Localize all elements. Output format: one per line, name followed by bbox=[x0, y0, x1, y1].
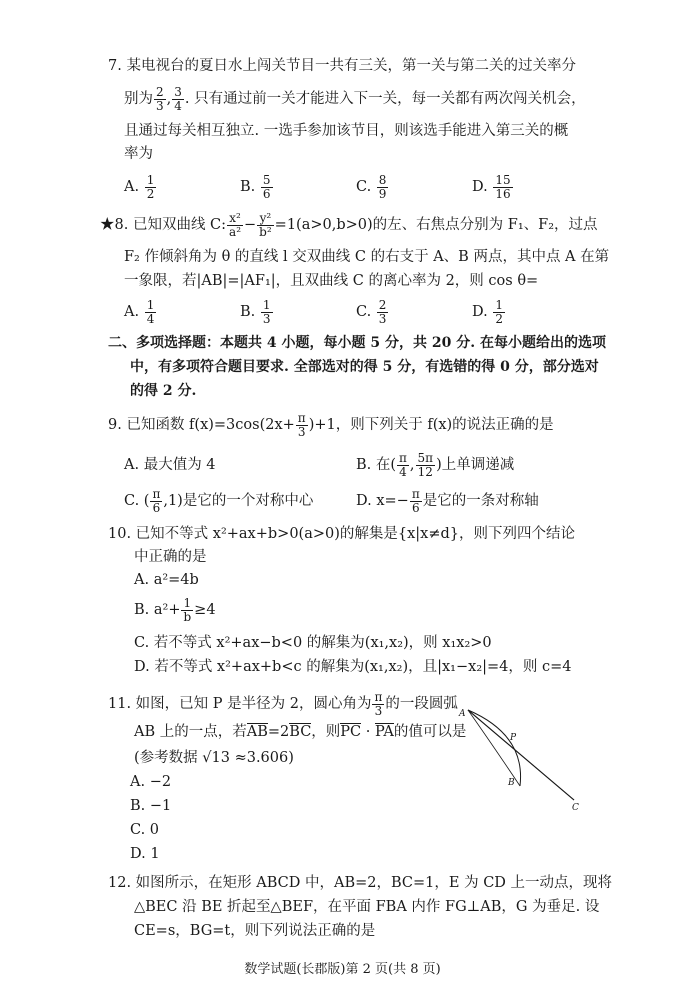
q8-line-2: F₂ 作倾斜角为 θ 的直线 l 交双曲线 C 的右支于 A、B 两点，其中点 A 在第 bbox=[124, 249, 610, 265]
q7-option-a[interactable]: A. $\frac{1}{2}$ bbox=[124, 172, 155, 201]
q7-line-3: 且通过每关相互独立. 一选手参加该节目，则该选手能进入第三关的概 bbox=[124, 123, 569, 139]
q9-line-1: 9. 已知函数 f(x)=3cos(2x+ $\frac{\pi}{3}$ )+1，则下列关于 f(x)的说法正确的是 bbox=[108, 410, 554, 439]
q10-option-b[interactable]: B. a²+ $\frac{1}{b}$ ≥4 bbox=[134, 595, 216, 624]
label-c: C bbox=[572, 803, 579, 812]
fraction: $\frac{3}{4}$ bbox=[174, 84, 182, 113]
q9-option-a[interactable]: A. 最大值为 4 bbox=[124, 457, 216, 473]
q10-line-2: 中正确的是 bbox=[134, 549, 207, 565]
q9-option-c[interactable]: C. ( $\frac{\pi}{6}$ ,1)是它的一个对称中心 bbox=[124, 486, 314, 515]
page-footer: 数学试题(长郡版)第 2 页(共 8 页) bbox=[244, 962, 441, 977]
label-p: P bbox=[510, 733, 517, 743]
q8-line-3: 一象限，若|AB|=|AF₁|，且双曲线 C 的离心率为 2，则 cos θ= bbox=[124, 273, 539, 289]
q11-line-2: AB 上的一点，若AB=2BC，则PC · PA的值可以是 bbox=[134, 724, 467, 740]
q7-text: 别为 bbox=[124, 91, 153, 107]
q12-line-2: △BEC 沿 BE 折起至△BEF，在平面 FBA 内作 FG⊥AB，G 为垂足. 设 bbox=[134, 899, 600, 915]
q7-text: . 只有通过前一关才能进入下一关，每一关都有两次闯关机会， bbox=[184, 91, 586, 107]
q12-line-3: CE=s，BG=t，则下列说法正确的是 bbox=[134, 923, 376, 939]
q7-option-c[interactable]: C. $\frac{8}{9}$ bbox=[356, 172, 387, 201]
q11-option-d[interactable]: D. 1 bbox=[130, 846, 160, 862]
q10-option-a[interactable]: A. a²=4b bbox=[134, 572, 199, 588]
q10-line-1: 10. 已知不等式 x²+ax+b>0(a>0)的解集是{x|x≠d}，则下列四个结论 bbox=[108, 526, 576, 542]
label-b: B bbox=[508, 778, 515, 788]
q9-option-d[interactable]: D. x=− $\frac{\pi}{6}$ 是它的一条对称轴 bbox=[356, 486, 539, 515]
q9-option-b[interactable]: B. 在( $\frac{\pi}{4}$ , $\frac{5\pi}{12}$ )上单调递减 bbox=[356, 450, 515, 479]
q12-line-1: 12. 如图所示，在矩形 ABCD 中，AB=2，BC=1，E 为 CD 上一动点，现将 bbox=[108, 875, 613, 891]
q8-option-b[interactable]: B. $\frac{1}{3}$ bbox=[240, 297, 271, 326]
q11-line-1: 11. 如图，已知 P 是半径为 2，圆心角为 $\frac{\pi}{3}$ 的一段圆弧 bbox=[108, 689, 458, 718]
q7-option-b[interactable]: B. $\frac{5}{6}$ bbox=[240, 172, 271, 201]
segment-pc bbox=[508, 744, 574, 800]
section2-line-1: 二、多项选择题：本题共 4 小题，每小题 5 分，共 20 分. 在每小题给出的选项 bbox=[108, 335, 606, 351]
q7-line-1: 7. 某电视台的夏日水上闯关节目一共有三关，第一关与第二关的过关率分 bbox=[108, 58, 576, 74]
q11-option-b[interactable]: B. −1 bbox=[130, 798, 172, 814]
q10-option-c[interactable]: C. 若不等式 x²+ax−b<0 的解集为(x₁,x₂)，则 x₁x₂>0 bbox=[134, 635, 492, 651]
q10-option-d[interactable]: D. 若不等式 x²+ax+b<c 的解集为(x₁,x₂)，且|x₁−x₂|=4，则 c=4 bbox=[134, 659, 572, 675]
q11-arc-figure bbox=[456, 700, 586, 812]
q8-line-1: ★8. 已知双曲线 C: $\frac{\text{x²}}{\text{a²}}$ − $\frac{\text{y²}}{\text{b²}}$ =1(a>0,b>0)的左、右焦点分别为 F₁、F₂，过点 bbox=[100, 210, 598, 239]
q7-option-d[interactable]: D. $\frac{15}{16}$ bbox=[472, 172, 511, 201]
label-a: A bbox=[459, 709, 466, 719]
q11-option-c[interactable]: C. 0 bbox=[130, 822, 160, 838]
q8-option-d[interactable]: D. $\frac{1}{2}$ bbox=[472, 297, 503, 326]
q11-option-a[interactable]: A. −2 bbox=[130, 774, 172, 790]
q8-option-a[interactable]: A. $\frac{1}{4}$ bbox=[124, 297, 155, 326]
section2-line-3: 的得 2 分. bbox=[130, 383, 197, 399]
q11-line-3: (参考数据 √13 ≈3.606) bbox=[134, 750, 294, 766]
section2-line-2: 中，有多项符合题目要求. 全部选对的得 5 分，有选错的得 0 分，部分选对 bbox=[130, 359, 599, 375]
q7-line-2: 别为 $\frac{2}{3}$ , $\frac{3}{4}$ . 只有通过前一关才能进入下一关，每一关都有两次闯关机会， bbox=[124, 84, 586, 113]
q7-line-4: 率为 bbox=[124, 146, 153, 162]
fraction: $\frac{2}{3}$ bbox=[156, 84, 164, 113]
q8-option-c[interactable]: C. $\frac{2}{3}$ bbox=[356, 297, 387, 326]
